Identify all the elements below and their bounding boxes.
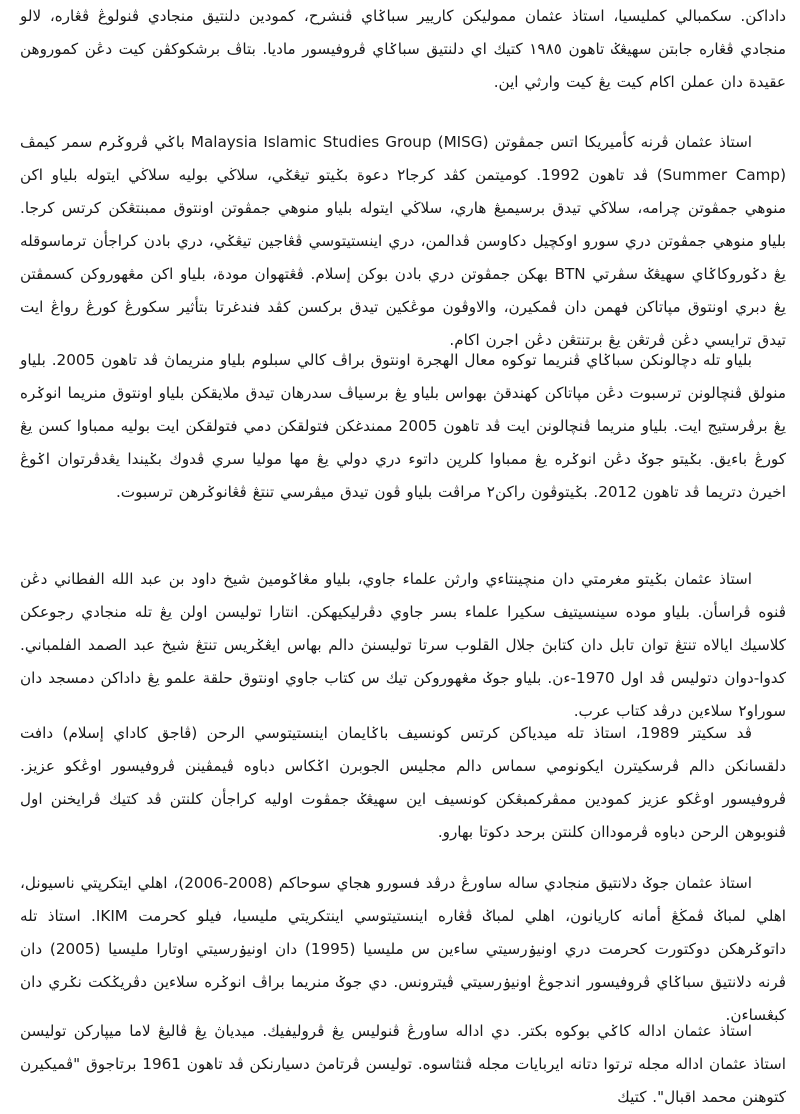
paragraph-1: داداكن. سكمبالي كمليسيا، استاذ عثمان مموليكن كاريير سباݢاي ڤنشرح، كمودين دلنتيق منجادي ڤنولوڠ ڤڠاره، لالو منجادي ڤڠاره جابتن سهيڠݢ تاهون ١٩٨٥ كتيك اي دلنتيق سباݢاي ڤروفيسور ماديا. بتاڤ برشكوكڤن كيت دڠن كموروهن عقيدة دان عملن اكام كيت يڠ كيت وارثي اين. (20, 7, 787, 91)
paragraph-6: استاذ عثمان جوݢ دلانتيق منجادي ساله ساورڠ درڤد فسورو هجاي سوحاكم (2008-2006)، اهلي ايتكرپتي ناسيونل، اهلي لمباݢ ڤمڬڠ أمانه كاريانون، اهلي لمباݢ ڤڠاره اينستيتوسي اينتكريتي مليسيا، فيلو كحرمت IKIM. استاذ تله داتوݢرهكن دوكتورت كحرمت دري اونيۏرسيتي ساءين س مليسيا (1995) دان اونيۏرسيتي اوتارا مليسيا (2005) دان ڤرنه دلانتيق سباݢاي ڤروفيسور اندجوڠ اونيۏرسيتي ڤيترونس. دي جوݢ منريما براڤ انوݢره سلاءين دڤريݢكت نݢري دان كبڠساءن. (20, 874, 786, 1024)
paragraph-4: استاذ عثمان بݢيتو مغرمتي دان منچينتاءي وارثن علماء جاوي، بلياو مڠاݢوميڽ شيخ داود بن عبد الله الفطاني دڠن ڤنوه ڤراسأن. بلياو موده سينسيتيف سكيرا علماء بسر جاوي دڤرليكيهكن. انتارا توليسن اولن يڠ تله منجادي رجوعكن كلاسيك ايالاه تنتڠ توان تابل دان كتابڽ جلال القلوب سرتا توليسنڽ دالم بهاس ايڠݢريس تنتڠ شيخ عبد الصمد الفلمباني. كدوا-دوان دتوليس ڤد اول 1970-ءن. بلياو جوݢ مڠهوروكن تيك س كتاب جاوي اونتوق حلقة علمو يڠ داداكن دمسجد دان سوراو٢ سلاءين درڤد كتاب عرب. (20, 570, 786, 720)
paragraph-2: استاذ عثمان ڤرنه كأميريكا اتس جمڤوتن Malaysia Islamic Studies Group (MISG) باݢي ڤروݢرم سمر كيمڤ (Summer Camp) ڤد تاهون 1992. كوميتمن كڤد كرجا٢ دعوة بݢيتو تيڠݢي، سلاڬي بوليه سلاڬي ايتوله بلياو اكن منوهي جمڤوتن چرامه، سلاڬي تيدق برسيمبڠ هاري، سلاڬي ايتوله بلياو منوهي جمڤوتن اونتوق ممبنتڠكن كرتس كرجا. بلياو منوهي جمڤوتن دري سورو اوكچيل دكاوسن ڤدالمن، دري اينستيتوسي ڤڠاجين تيڠݢي، دري بادن كراجأن ترماسوقله يڠ دݢوروكاݢاي سهيڠݢ سڤرتي BTN بهكن جمڤوتن دري بادن بوكن إسلام. ڤڠتهوان مودة، بلياو اكن مڠهوروكن كسمڤتن يڠ دبري اونتوق مڽاتاكن فهمن دان ڤمكيرن، والاوڤون موڠكين تيدق بركسن كڤد فندغرتا بتأثير سكورڠ كورڠ رواڠ ايت تيدق ترايسي دڠن ڤرتڠن يڠ برتنتڠن دڠن اجرن اكام. (20, 133, 786, 349)
paragraph-3: بلياو تله دچالونكن سباݢاي ڤنريما توكوه معال الهجرة اونتوق براڤ كالي سبلوم بلياو منريماڽ ڤد تاهون 2005. بلياو منولق ڤنچالونن ترسبوت دڠن مڽاتاكن كهندقڽ بهواس بلياو يڠ برسياڤ سدرهان تيدق ملايقكن بلياو اونتوق منريما انوݢره يڠ برڤرستيج ايت. بلياو منريما ڤنچالونن ايت ڤد تاهون 2005 ممندغكن فتولقكن دمي فتولقكن ايت بوليه ممباوا كسن يڠ كورڠ باءيق. بݢيتو جوݢ دڠن انوݢره يڠ ممباوا كلرڽن داتوء دري دولي يڠ مها موليا سري ڤدوك بݢيندا يڠدڤرتوان اݢوڠ اخيرڽ دتريما ڤد تاهون 2012. بݢيتوڤون راكن٢ مراڤت بلياو ڤون تيدق ميڤرسي تنتڠ ڤڠانوݢرهن ترسبوت. (20, 351, 786, 501)
paragraph-7: استاذ عثمان اداله كاݢي بوكوه بكتر. دي اداله ساورڠ ڤنوليس يڠ ڤروليفيك. ميدياڽ يڠ ڤاليڠ لاما ميڽاركن توليسن استاذ عثمان اداله مجله ترتوا دتانه ايربايات مجله ڤنثاسوه. توليسن ڤرتامڽ دسيارنكن ڤد تاهون 1961 برتاجوق "ڤميكيرن كتوهنن محمد اقبال". كتيك (20, 1022, 787, 1106)
paragraph-5: ڤد سكيتر 1989، استاذ تله ميدياكن كرتس كونسيف باݢايمان اينستيتوسي الرحن (ڤاجق كاداي إسلام) دافت دلقسانكن دالم ڤرسكيترن ايكونومي سماس دالم مجليس الجوبرن اݢكاس دباوه ڤيمڤينن ڤروفيسور اوڠكو عزيز. ڤروفيسور اوڠكو عزيز كمودين ممڤركمبڠكن كونسيف اين سهيڠݢ جمڤوت اوليه كراجأن كلنتن ڤد كتيك ڤرايخنن اول ڤنوبوهن الرحن دباوه ڤرموداان كلنتن برحد دكوتا بهارو. (20, 724, 786, 841)
